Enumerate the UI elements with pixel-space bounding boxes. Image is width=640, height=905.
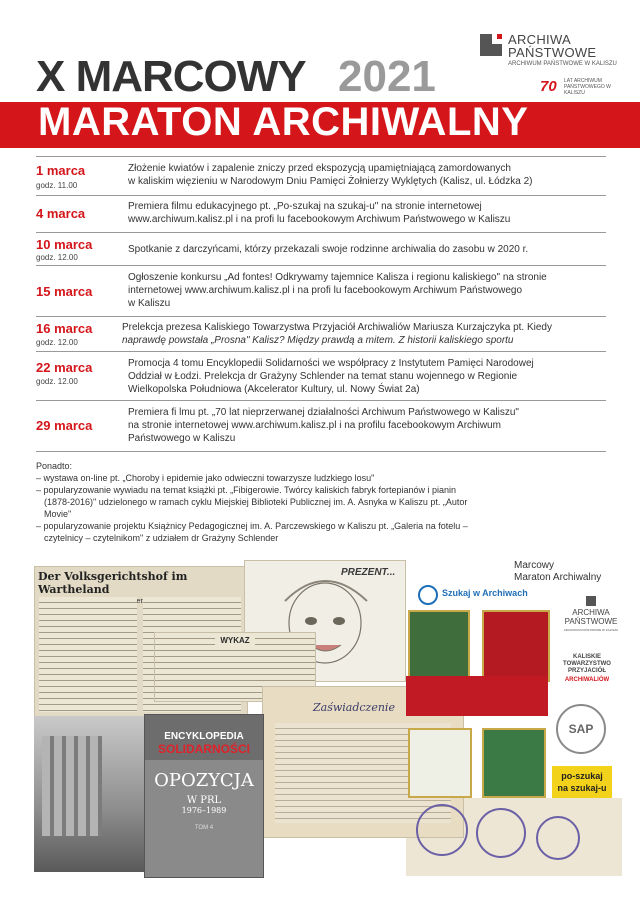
szukaj-label: Szukaj w Archiwach xyxy=(442,588,528,598)
anniversary-text: LAT ARCHIWUM PAŃSTWOWEGO W KALISZU xyxy=(564,78,611,96)
stamp-seal xyxy=(536,816,580,860)
prezent-label: PREZENT... xyxy=(341,567,396,578)
ponadto-line: – wystawa on-line pt. „Choroby i epidemie jako odwieczni towarzysze ludzkiego losu" xyxy=(36,473,375,483)
ktpa-line4: ARCHIWALIÓW xyxy=(564,677,610,683)
ktpa-line2: TOWARZYSTWO xyxy=(563,661,611,667)
anniversary-number: 70 xyxy=(540,78,557,95)
ponadto-section xyxy=(36,460,596,544)
poszukaj-line1: po-szukaj xyxy=(561,771,603,781)
ponadto-line: Movie" xyxy=(44,509,72,519)
logo-line2: PAŃSTWOWE xyxy=(508,45,597,60)
stamp-seal xyxy=(476,808,526,858)
book-line4: W PRL xyxy=(186,795,222,806)
event-desc-line: Ogłoszenie konkursu „Ad fontes! Odkrywamy tajemnice Kalisza i regionu kaliskiego" na stronie xyxy=(128,272,547,283)
red-banner xyxy=(482,610,550,682)
red-flag xyxy=(406,676,548,716)
event-desc-line: Prelekcja prezesa Kaliskiego Towarzystwa Przyjaciół Archiwaliów Mariusza Kurzajczyka pt. Kiedy xyxy=(122,322,552,333)
city-photo xyxy=(34,716,154,872)
event-date: 29 marca xyxy=(36,418,93,433)
book-line2: SOLIDARNOŚCI xyxy=(157,742,250,756)
title-year: 2021 xyxy=(338,52,436,101)
event-description xyxy=(128,406,608,445)
ponadto-heading: Ponadto: xyxy=(36,461,73,471)
event-desc-line: Wielkopolska Południowa (Akcelerator Kultury, ul. Nowy Świat 2a) xyxy=(128,384,420,395)
event-date: 1 marca xyxy=(36,163,86,178)
white-banner xyxy=(408,728,472,798)
event-desc-line: Premiera fi lmu pt. „70 lat nieprzerwanej działalności Archiwum Państwowego w Kaliszu" xyxy=(128,407,519,418)
logo-square-icon xyxy=(480,34,502,56)
green-banner-2 xyxy=(482,728,546,798)
event-description xyxy=(122,321,612,347)
logo-line1: ARCHIWA xyxy=(508,32,572,47)
small-logo-square-icon xyxy=(586,596,596,606)
event-description xyxy=(128,243,608,256)
event-date: 22 marca xyxy=(36,360,93,375)
szukaj-arrow-icon xyxy=(418,585,438,605)
event-time: godz. 12.00 xyxy=(36,377,78,386)
stamp-seal xyxy=(416,804,468,856)
szukaj-banner xyxy=(416,582,556,608)
newspaper-text-block xyxy=(39,597,137,712)
event-desc-line: Spotkanie z darczyńcami, którzy przekazali swoje rodzinne archiwalia do zasobu w 2020 r. xyxy=(128,244,529,255)
event-time: godz. 11.00 xyxy=(36,181,78,190)
event-row xyxy=(36,352,606,401)
event-row xyxy=(36,156,606,196)
book-line6: TOM 4 xyxy=(194,825,214,831)
newspaper-headline: Der Volksgerichtshof im Wartheland xyxy=(38,570,188,596)
ponadto-line: – popularyzowanie wywiadu na temat książki pt. „Fibigerowie. Twórcy kaliskich fabryk fortepianów i pianin xyxy=(36,485,457,495)
event-row xyxy=(36,233,606,266)
building-shape xyxy=(42,736,102,836)
event-description xyxy=(128,271,608,310)
event-row xyxy=(36,317,606,352)
zaswiadczenie-label: Zaświadczenie xyxy=(313,701,395,714)
encyclopedia-book xyxy=(144,714,264,878)
wykaz-label: WYKAZ xyxy=(215,636,255,645)
ponadto-line: (1878-2016)" udzielonego w ramach cyklu Miejskiej Biblioteki Publicznej im. A. Asnyka w Kaliszu pt. „Autor xyxy=(44,497,468,507)
book-line1: ENCYKLOPEDIA xyxy=(164,731,244,742)
marcowy-line1: Marcowy xyxy=(514,560,555,571)
event-time: godz. 12.00 xyxy=(36,338,78,347)
event-desc-line: www.archiwum.kalisz.pl i na profi lu facebookowym Archiwum Państwowego w Kaliszu xyxy=(128,214,511,225)
sap-label: SAP xyxy=(568,722,594,736)
event-desc-line: Państwowego w Kaliszu xyxy=(128,433,236,444)
event-row xyxy=(36,266,606,317)
event-row xyxy=(36,196,606,233)
event-desc-line: w Kaliszu xyxy=(128,298,171,309)
events-list xyxy=(36,156,606,452)
event-date: 10 marca xyxy=(36,237,93,252)
title-line1: X MARCOWY xyxy=(36,52,306,101)
ktpa-line3: PRZYJACIÓŁ xyxy=(567,668,606,674)
archive-collage xyxy=(36,560,622,878)
event-date: 16 marca xyxy=(36,321,93,336)
event-desc-line: w kaliskim więzieniu w Narodowym Dniu Pamięci Żołnierzy Wyklętych (Kalisz, ul. Łódzka 2) xyxy=(128,176,533,187)
small-logo-line3: ARCHIWUM PAŃSTWOWE W KALISZU xyxy=(563,628,619,632)
marcowy-line2: Maraton Archiwalny xyxy=(514,572,602,583)
event-desc-line: Promocja 4 tomu Encyklopedii Solidarności we współpracy z Instytutem Pamięci Narodowej xyxy=(128,358,534,369)
event-desc-line: Złożenie kwiatów i zapalenie zniczy przed ekspozycją upamiętniającą zamordowanych xyxy=(128,163,511,174)
sap-badge xyxy=(556,704,606,754)
event-description xyxy=(128,357,608,396)
ktpa-logo xyxy=(556,654,618,684)
ponadto-line: – popularyzowanie projektu Książnicy Pedagogicznej im. A. Parczewskiego w Kaliszu pt. „Galeria na fotelu – xyxy=(36,521,468,531)
book-title-band xyxy=(145,715,263,760)
small-logo-line1: ARCHIWA xyxy=(572,608,610,617)
book-line5: 1976–1989 xyxy=(181,806,227,815)
ktpa-line1: KALISKIE xyxy=(572,654,601,660)
title-line2: MARATON ARCHIWALNY xyxy=(38,100,529,144)
small-logo-line2: PAŃSTWOWE xyxy=(564,617,618,626)
event-desc-line: Oddział w Łodzi. Prelekcja dr Grażyny Schlender na temat stanu wojennego w Regionie xyxy=(128,371,518,382)
poszukaj-line2: na szukaj-u xyxy=(557,783,607,793)
event-date: 15 marca xyxy=(36,284,93,299)
marcowy-maraton-logo xyxy=(514,560,622,584)
event-desc-line: naprawdę powstała „Prosna" Kalisz? Między prawdą a mitem. Z historii kaliskiego sportu xyxy=(122,335,514,346)
event-time: godz. 12.00 xyxy=(36,253,78,262)
ponadto-line: czytelnicy – czytelnikom" z udziałem dr Grażyny Schlender xyxy=(44,533,279,543)
event-description xyxy=(128,162,608,188)
small-archive-logo xyxy=(556,596,626,635)
event-desc-line: Premiera filmu edukacyjnego pt. „Po-szukaj na szukaj-u" na stronie internetowej xyxy=(128,201,482,212)
event-desc-line: na stronie internetowej www.archiwum.kalisz.pl i na profilu facebookowym Archiwum xyxy=(128,420,501,431)
green-banner xyxy=(408,610,470,682)
event-description xyxy=(128,200,608,226)
book-line3: OPOZYCJA xyxy=(154,770,254,791)
event-row xyxy=(36,401,606,452)
event-desc-line: internetowej www.archiwum.kalisz.pl i na profi lu facebookowym Archiwum Państwowego xyxy=(128,285,523,296)
logo-line3: ARCHIWUM PAŃSTWOWE W KALISZU xyxy=(508,61,617,67)
event-date: 4 marca xyxy=(36,206,86,221)
poszukaj-badge xyxy=(552,766,612,798)
